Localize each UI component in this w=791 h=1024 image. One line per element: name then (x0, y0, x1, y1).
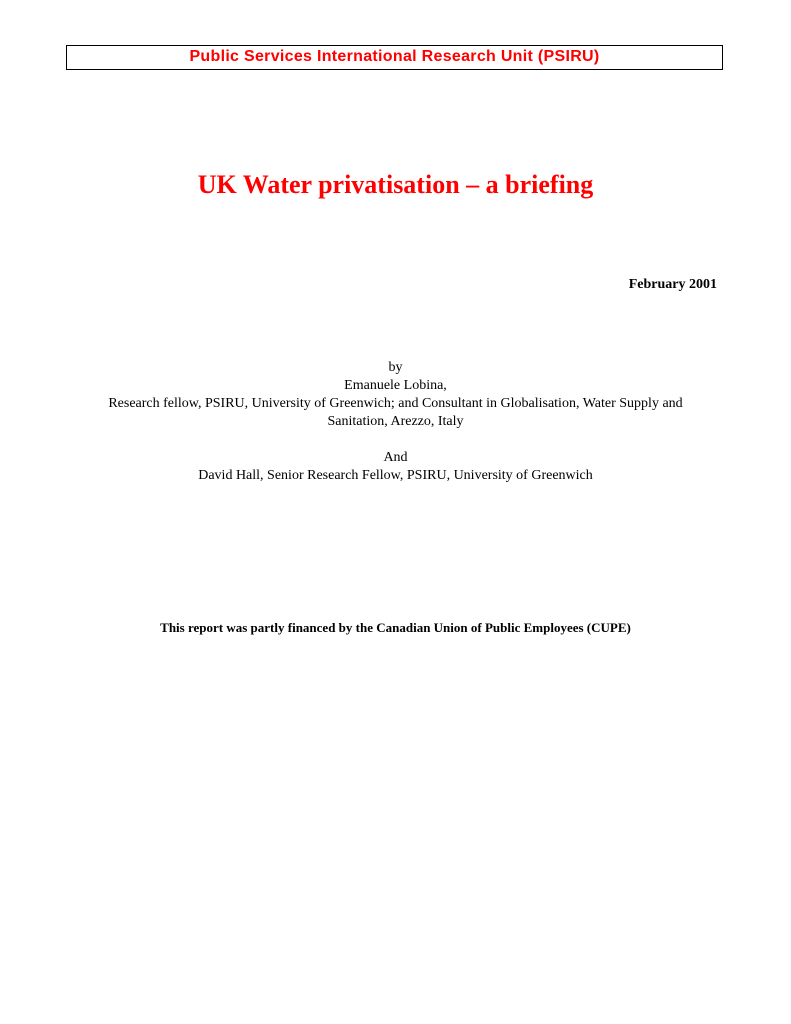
author1-affiliation-line2: Sanitation, Arezzo, Italy (327, 414, 464, 429)
organization-header (66, 45, 723, 70)
author2-line: David Hall, Senior Research Fellow, PSIRU, University of Greenwich (198, 468, 593, 483)
byline-by: by (388, 360, 403, 375)
organization-name: Public Services International Research Unit (PSIRU) (189, 48, 600, 65)
document-date: February 2001 (628, 277, 717, 292)
byline-and: And (383, 450, 408, 465)
author-block (0, 359, 791, 485)
author-spacer (0, 431, 791, 449)
funding-note: This report was partly financed by the Canadian Union of Public Employees (CUPE) (160, 620, 631, 635)
author1-name: Emanuele Lobina, (344, 378, 447, 393)
document-title: UK Water privatisation – a briefing (197, 170, 594, 199)
author1-affiliation-line1: Research fellow, PSIRU, University of Greenwich; and Consultant in Globalisation, Water Supply and (108, 396, 683, 411)
